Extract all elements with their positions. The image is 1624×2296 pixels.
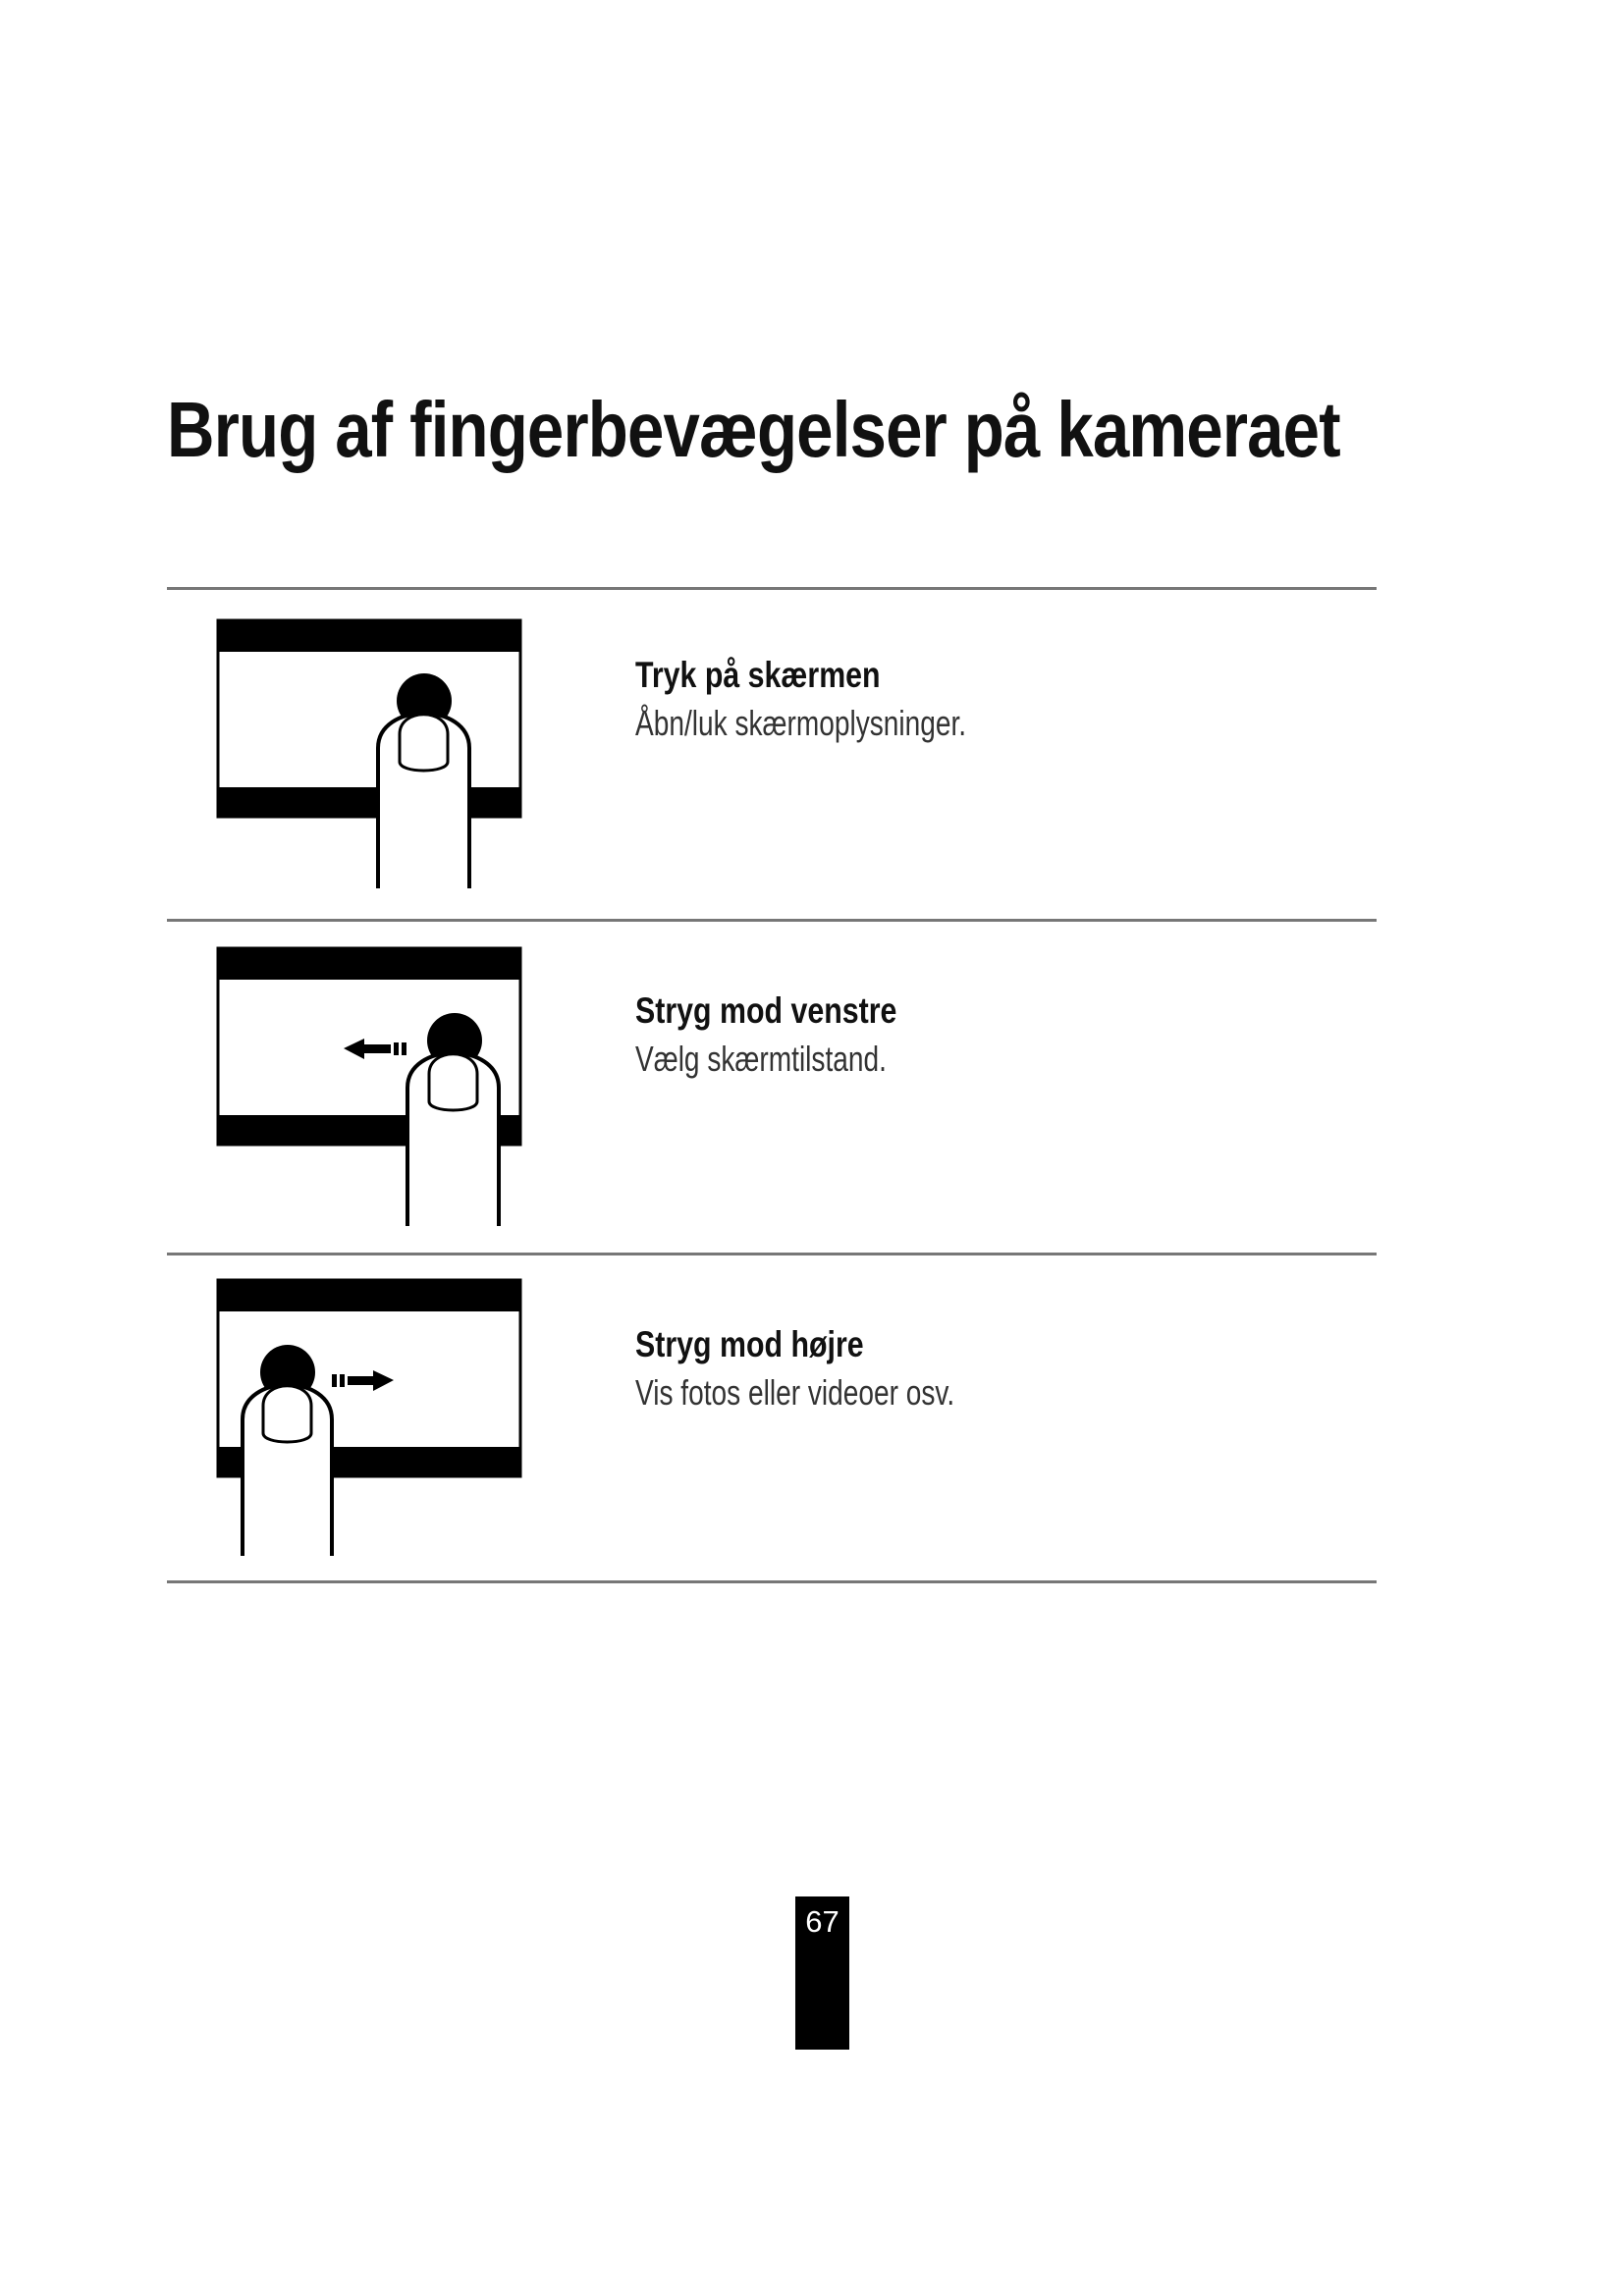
gesture-item	[635, 1321, 1342, 1417]
divider	[167, 1253, 1377, 1255]
swipe-right-finger-icon	[216, 1278, 530, 1563]
divider-bottom	[167, 1580, 1377, 1583]
swipe-left-finger-icon	[216, 946, 530, 1231]
gesture-item	[635, 652, 1342, 748]
gesture-description: Åbn/luk skærmoplysninger.	[635, 703, 967, 743]
gesture-name: Tryk på skærmen	[635, 655, 881, 695]
gesture-name: Stryg mod højre	[635, 1324, 864, 1364]
divider-top	[167, 587, 1377, 590]
page-number: 67	[795, 1896, 849, 2050]
gesture-name: Stryg mod venstre	[635, 990, 897, 1031]
gesture-description: Vælg skærmtilstand.	[635, 1039, 887, 1079]
gesture-item	[635, 988, 1342, 1084]
tap-finger-icon	[216, 618, 530, 903]
gesture-description: Vis fotos eller videoer osv.	[635, 1372, 955, 1413]
page-title: Brug af fingerbevægelser på kameraet	[167, 386, 1340, 473]
divider	[167, 919, 1377, 922]
